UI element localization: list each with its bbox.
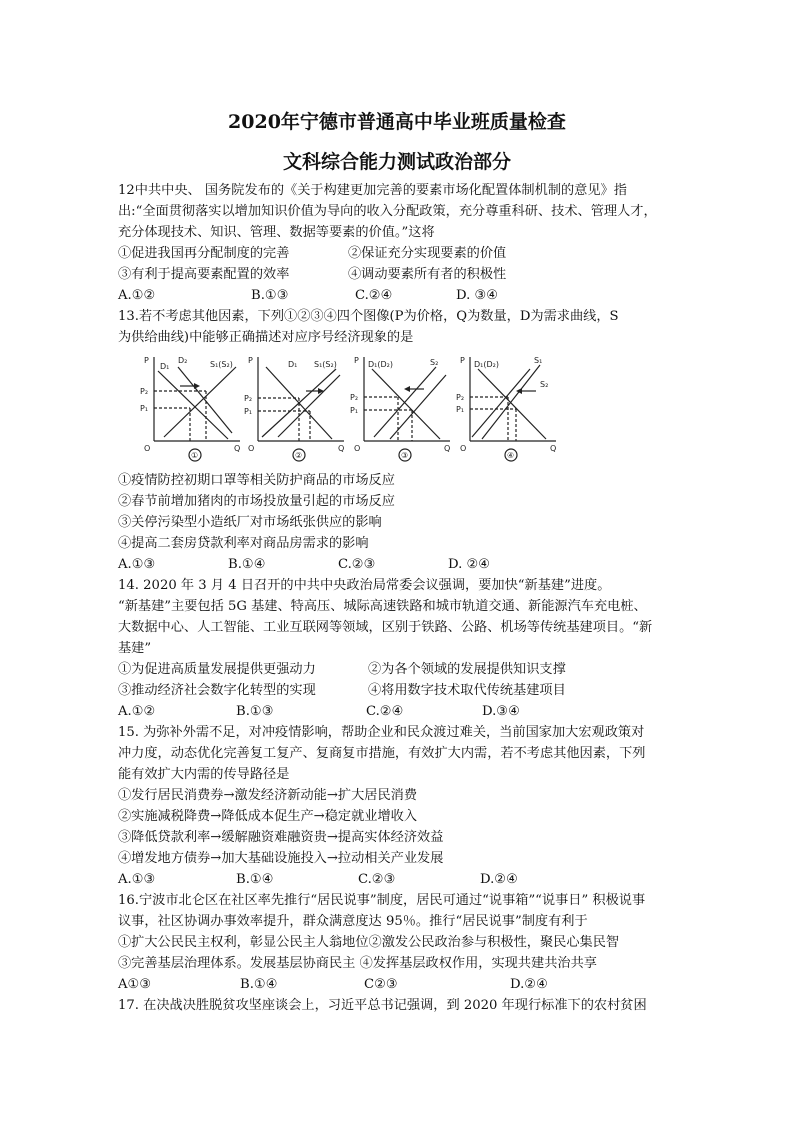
q15-choice-a: A.①③ [118,872,156,887]
q16-line: 议事，社区协调办事效率提升，群众满意度达 95％。推行“居民说事”制度有利于 [118,914,588,929]
q14-choice-c: C.②④ [366,704,404,719]
q16-choice-d: D.②④ [510,977,548,992]
q17-line: 17. 在决战决胜脱贫攻坚座谈会上，习近平总书记强调，到 2020 年现行标准下的农村贫困 [118,998,647,1013]
q12-choice-d: D. ③④ [456,288,499,303]
q12-line: 出:“全面贯彻落实以增加知识价值为导向的收入分配政策，充分尊重科研、技术、管理人才， [118,204,657,219]
q13-choice-b: B.①④ [228,557,266,572]
q15-option: ②实施减税降费→降低成本促生产→稳定就业增收入 [118,809,418,824]
graph4-s2-label: S₂ [540,380,549,389]
graph2-p1-label: P₁ [244,407,253,416]
q14-choice-d: D.③④ [482,704,520,719]
graph3-q-label: Q [444,444,451,453]
q14-option: ②为各个领域的发展提供知识支撑 [368,662,566,677]
q13-option: ③关停污染型小造纸厂对市场纸张供应的影响 [118,515,382,530]
graph2-s-label: S₁(S₂) [314,360,337,369]
supply-demand-graph-2 [244,353,348,469]
q13-option: ①疫情防控初期口罩等相关防护商品的市场反应 [118,473,395,488]
q16-choice-b: B.①④ [240,977,278,992]
graph1-o-label: O [144,444,151,453]
q15-option: ③降低贷款利率→缓解融资难融资贵→提高实体经济效益 [118,830,444,845]
graph1-d2-label: D₂ [178,356,188,365]
q16-line: ①扩大公民民主权利，彰显公民主人翁地位②激发公民政治参与积极性，聚民心集民智 [118,935,620,950]
q15-option: ①发行居民消费券→激发经济新动能→扩大居民消费 [118,788,418,803]
supply-demand-graph-4 [456,353,560,469]
graph2-q-label: Q [338,444,345,453]
q14-option: ④将用数字技术取代传统基建项目 [368,683,566,698]
q14-choice-a: A.①② [118,704,156,719]
graph4-q-label: Q [550,444,557,453]
q12-option: ②保证充分实现要素的价值 [348,246,507,261]
graph1-d1-label: D₁ [160,362,170,371]
q15-choice-b: B.①④ [236,872,274,887]
graph3-d-label: D₁(D₂) [368,360,393,369]
q16-line: 16.宁波市北仑区在社区率先推行“居民说事”制度，居民可通过“说事箱”“说事日” 积极说事 [118,893,646,908]
graph3-o-label: O [354,444,361,453]
q14-line: 大数据中心、人工智能、工业互联网等领域，区别于铁路、公路、机场等传统基建项目。“新 [118,620,653,635]
page-subtitle: 文科综合能力测试政治部分 [282,151,511,173]
q12-line: 12中共中央、 国务院发布的《关于构建更加完善的要素市场化配置体制机制的意见》指 [118,183,627,198]
q12-option: ④调动要素所有者的积极性 [348,267,507,282]
graph3-number: ③ [401,451,409,460]
graph1-q-label: Q [234,444,241,453]
q13-choice-d: D. ②④ [448,557,491,572]
q14-choice-b: B.①③ [236,704,274,719]
q13-option: ②春节前增加猪肉的市场投放量引起的市场反应 [118,494,395,509]
q15-choice-c: C.②③ [358,872,396,887]
q16-choice-c: C②③ [364,977,398,992]
graph1-p-label: P [144,356,149,365]
q15-line: 15. 为弥补外需不足，对冲疫情影响，帮助企业和民众渡过难关，当前国家加大宏观政策对 [118,725,645,740]
q16-choice-a: A①③ [118,977,152,992]
graph3-p1-label: P₁ [350,406,359,415]
q12-choice-a: A.①② [118,288,156,303]
graph4-s1-label: S₁ [534,356,543,365]
q15-line: 冲力度，动态优化完善复工复产、复商复市措施，有效扩大内需，若不考虑其他因素，下列 [118,746,646,761]
graph4-p1-label: P₁ [456,405,465,414]
q13-choice-c: C.②③ [338,557,376,572]
q14-option: ①为促进高质量发展提供更强动力 [118,662,316,677]
supply-demand-graph-1 [140,353,244,469]
graph1-s-label: S₁(S₂) [210,360,233,369]
graph1-p2-label: P₂ [140,387,149,396]
q12-option: ①促进我国再分配制度的完善 [118,246,290,261]
q14-line: 14. 2020 年 3 月 4 日召开的中共中央政治局常委会议强调，要加快“新基建”进度。 [118,578,611,593]
graph4-p2-label: P₂ [456,393,465,402]
graph2-number: ② [295,451,303,460]
supply-demand-graph-3 [350,353,454,469]
q12-option: ③有利于提高要素配置的效率 [118,267,290,282]
graph2-p2-label: P₂ [244,394,253,403]
graph1-number: ① [191,451,199,460]
graph4-o-label: O [460,444,467,453]
q13-line: 为供给曲线)中能够正确描述对应序号经济现象的是 [118,330,414,345]
graph1-p1-label: P₁ [140,404,149,413]
graph3-p2-label: P₂ [350,393,359,402]
graph4-p-label: P [460,356,465,365]
q13-line: 13.若不考虑其他因素，下列①②③④四个图像(P为价格，Q为数量，D为需求曲线，S [118,309,619,324]
page-title: 2020年宁德市普通高中毕业班质量检查 [228,111,566,133]
q16-line: ③完善基层治理体系。发展基层协商民主 ④发挥基层政权作用，实现共建共治共享 [118,956,597,971]
q13-choice-a: A.①③ [118,557,156,572]
q14-line: “新基建”主要包括 5G 基建、特高压、城际高速铁路和城市轨道交通、新能源汽车充电桩、 [118,599,647,614]
graph2-p-label: P [248,356,253,365]
q14-line: 基建” [118,641,152,656]
graph4-d-label: D₁(D₂) [474,360,499,369]
q15-line: 能有效扩大内需的传导路径是 [118,767,290,782]
graph4-number: ④ [507,451,515,460]
q12-line: 充分体现技术、知识、管理、数据等要素的价值。”这将 [118,225,435,240]
graph2-d-label: D₁ [288,360,298,369]
graph2-o-label: O [248,444,255,453]
q13-option: ④提高二套房贷款利率对商品房需求的影响 [118,536,369,551]
q15-choice-d: D.②④ [480,872,518,887]
q15-option: ④增发地方债券→加大基础设施投入→拉动相关产业发展 [118,851,444,866]
q12-choice-b: B.①③ [251,288,289,303]
graph3-s-label: S₂ [430,358,439,367]
q14-option: ③推动经济社会数字化转型的实现 [118,683,316,698]
q12-choice-c: C.②④ [355,288,393,303]
graph3-p-label: P [354,356,359,365]
